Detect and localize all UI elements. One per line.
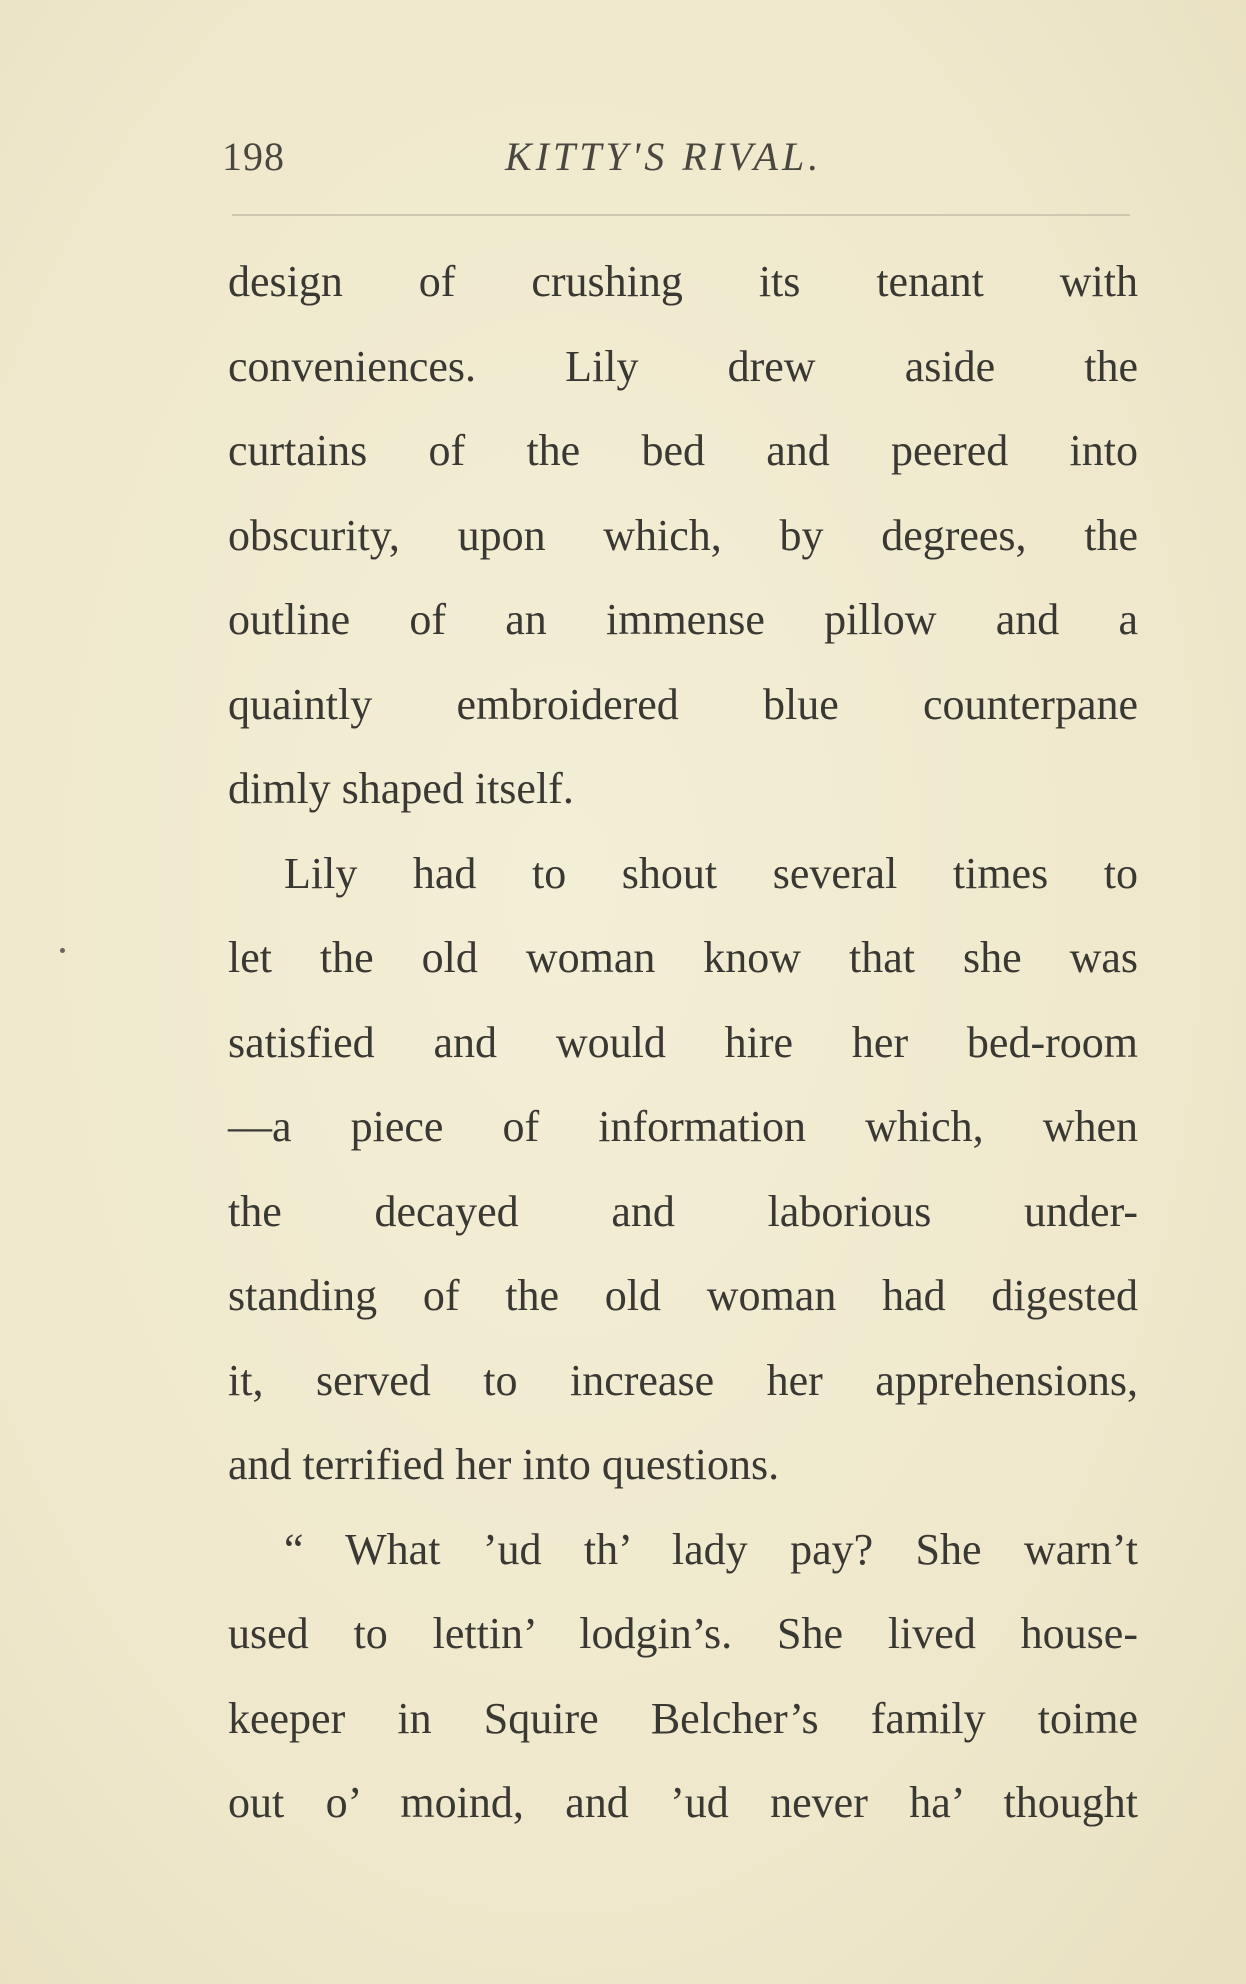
running-head (0, 133, 1246, 193)
text-line: quaintly embroidered blue counterpane (228, 679, 1138, 729)
text-line: keeper in Squire Belcher’s family toime (228, 1693, 1138, 1743)
paragraph-start-line: Lily had to shout several times to (284, 848, 1138, 898)
text-line: obscurity, upon which, by degrees, the (228, 510, 1138, 560)
text-line: it, served to increase her apprehensions, (228, 1355, 1138, 1405)
running-title: KITTY'S RIVAL. (505, 134, 823, 179)
text-line: standing of the old woman had digested (228, 1271, 1138, 1320)
text-line: out o’ moind, and ’ud never ha’ thought (228, 1778, 1138, 1827)
text-line: —a piece of information which, when (228, 1102, 1138, 1151)
text-line: let the old woman know that she was (228, 933, 1138, 982)
text-line: curtains of the bed and peered into (228, 426, 1138, 475)
text-line: design of crushing its tenant with (228, 257, 1138, 306)
text-line: and terrified her into questions. (228, 1440, 780, 1489)
paragraph-start-line: “ What ’ud th’ lady pay? She warn’t (284, 1524, 1138, 1574)
body-text (228, 247, 1138, 1853)
text-line: conveniences. Lily drew aside the (228, 341, 1138, 391)
page-number: 198 (222, 134, 285, 179)
text-line: outline of an immense pillow and a (228, 595, 1138, 644)
text-line: dimly shaped itself. (228, 764, 574, 813)
text-line: used to lettin’ lodgin’s. She lived house- (228, 1609, 1138, 1658)
header-rule (232, 214, 1130, 216)
text-line: satisfied and would hire her bed-room (228, 1017, 1138, 1067)
ink-speck (60, 948, 65, 953)
text-line: the decayed and laborious under- (228, 1186, 1138, 1236)
